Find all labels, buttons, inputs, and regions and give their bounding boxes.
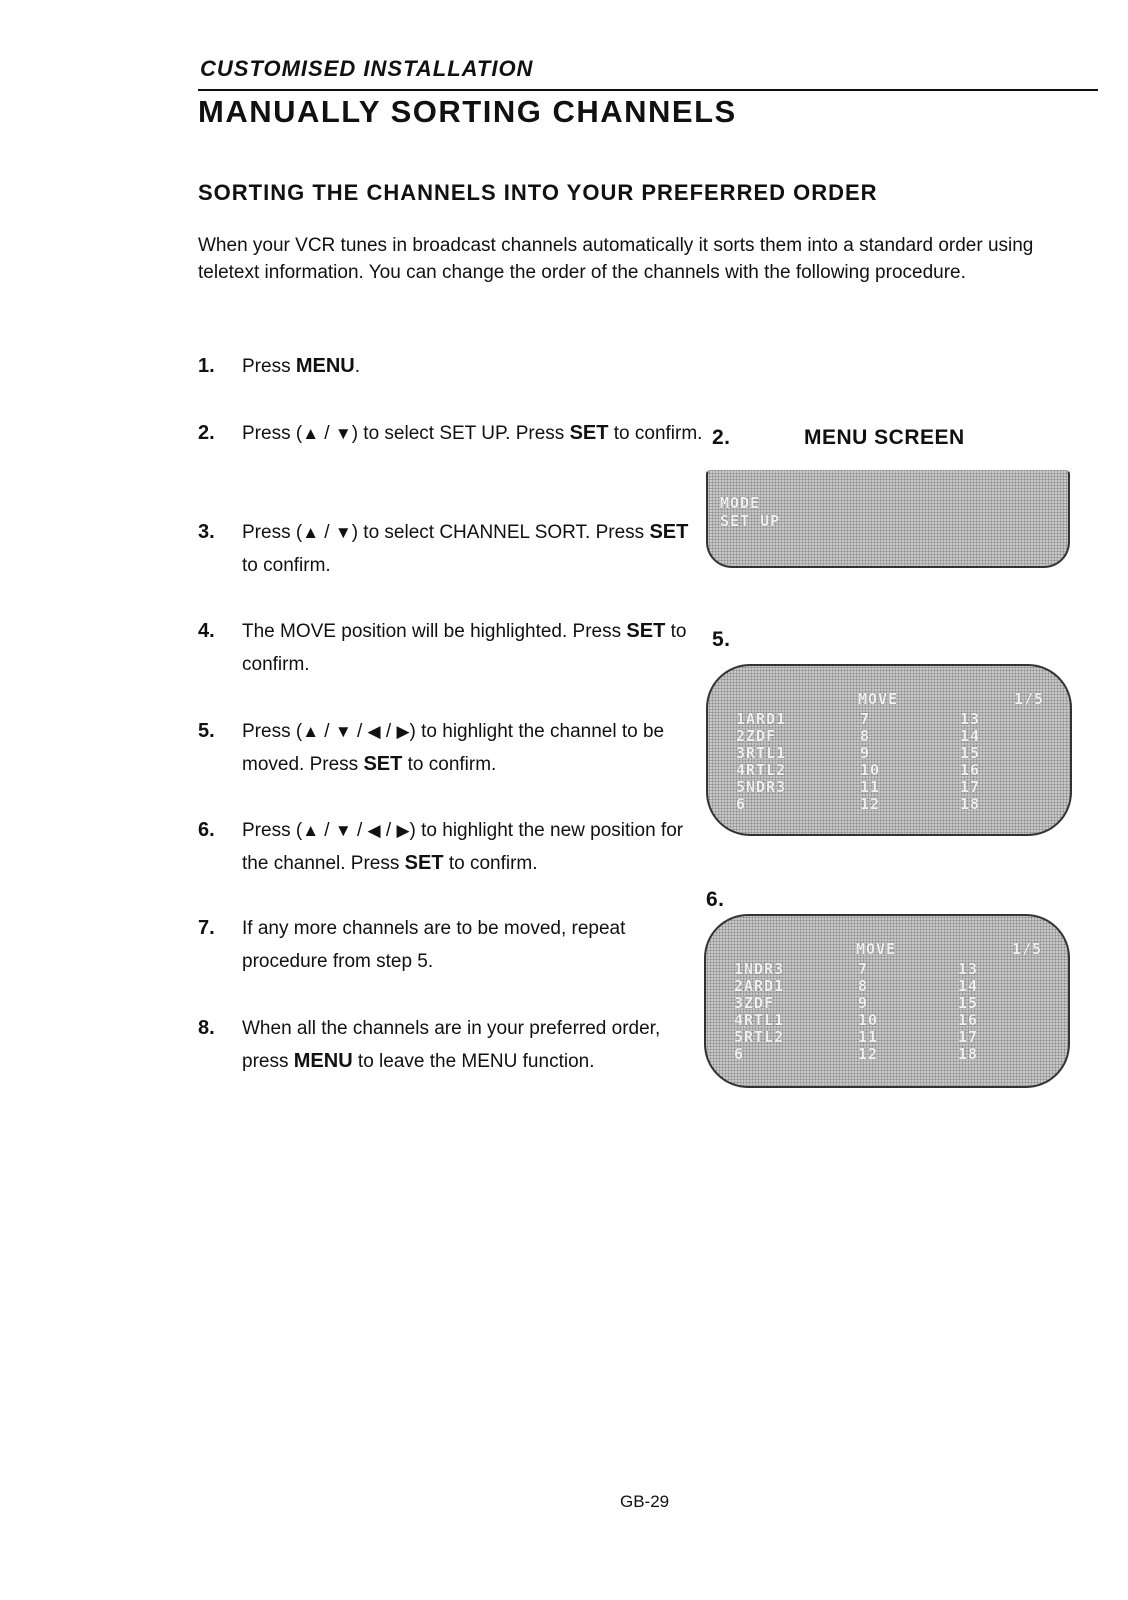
step-text-part: Press ( <box>242 423 303 444</box>
step-text-part: ) to select CHANNEL SORT. Press <box>351 522 650 543</box>
step-number: 6. <box>198 819 215 841</box>
key-name: SET <box>569 422 609 444</box>
step-number: 4. <box>198 620 215 642</box>
step-5 <box>198 715 708 781</box>
step-text-part: to confirm. <box>242 555 331 576</box>
header-rule <box>198 89 1098 91</box>
arrow-icon: ▲ <box>302 722 320 741</box>
channel-cell: 16 <box>958 1011 979 1029</box>
page-title: MANUALLY SORTING CHANNELS <box>198 94 737 129</box>
step-number: 1. <box>198 355 215 377</box>
step-text-part: . <box>354 356 361 377</box>
step-3 <box>198 516 708 582</box>
menu-screen <box>706 470 1070 568</box>
arrow-icon: ▼ <box>334 722 352 741</box>
step-text-part: / <box>319 522 335 543</box>
page-number: GB-29 <box>620 1492 670 1511</box>
channel-cell: 4RTL2 <box>736 761 787 779</box>
step-text <box>242 350 708 383</box>
step-1 <box>198 350 708 383</box>
channel-cell: 7 <box>860 710 871 728</box>
step-number: 3. <box>198 521 215 543</box>
channel-cell: 1NDR3 <box>734 960 785 978</box>
step-2 <box>198 417 708 450</box>
channel-cell: 5NDR3 <box>736 778 787 796</box>
channel-cell: 1ARD1 <box>736 710 787 728</box>
channel-cell: 16 <box>960 761 981 779</box>
step-text-part: When all the channels are in your preferred order, press <box>242 1018 661 1072</box>
channel-cell: 6 <box>734 1045 745 1063</box>
section-label: CUSTOMISED INSTALLATION <box>200 56 534 81</box>
channel-cell: 18 <box>958 1045 979 1063</box>
move-header: MOVE <box>858 690 899 708</box>
step-text <box>242 814 708 880</box>
step-6 <box>198 814 708 880</box>
step-text-part: Press ( <box>242 522 303 543</box>
figure-label-move2: 6. <box>706 888 725 911</box>
figure-label-menu-num: 2. <box>712 426 731 449</box>
key-name: SET <box>404 852 444 874</box>
channel-cell: 11 <box>860 778 881 796</box>
menu-line-setup: SET UP <box>720 512 781 530</box>
channel-cell: 4RTL1 <box>734 1011 785 1029</box>
key-name: SET <box>649 521 689 543</box>
channel-cell: 8 <box>858 977 869 995</box>
step-text-part: ) to highlight the channel to be moved. Press <box>242 721 665 775</box>
step-text <box>242 417 708 450</box>
step-text-part: / <box>380 820 397 841</box>
step-text <box>242 615 708 681</box>
channel-cell: 18 <box>960 795 981 813</box>
channel-cell: 13 <box>958 960 979 978</box>
arrow-icon: ▼ <box>334 523 352 542</box>
channel-cell: 8 <box>860 727 871 745</box>
channel-cell: 15 <box>960 744 981 762</box>
step-text-part: to confirm. <box>242 621 687 675</box>
sub-heading: SORTING THE CHANNELS INTO YOUR PREFERRED ORDER <box>198 180 878 205</box>
step-text-part: Press ( <box>242 820 303 841</box>
channel-cell: 12 <box>858 1045 879 1063</box>
step-text <box>242 1012 708 1078</box>
key-name: SET <box>363 753 403 775</box>
step-text-part: to leave the MENU function. <box>352 1051 595 1072</box>
step-text <box>242 912 708 978</box>
arrow-icon: ▲ <box>302 523 320 542</box>
channel-cell: 3ZDF <box>734 994 775 1012</box>
arrow-icon: ◀ <box>367 722 381 741</box>
arrow-icon: ▶ <box>396 821 410 840</box>
key-name: SET <box>626 620 666 642</box>
step-text-part: to confirm. <box>402 754 497 775</box>
step-text-part: / <box>351 820 368 841</box>
step-text-part: ) to highlight the new position for the channel. Press <box>242 820 684 874</box>
step-8 <box>198 1012 708 1078</box>
move-screen-2 <box>704 914 1070 1088</box>
step-text-part: Press <box>242 356 296 377</box>
channel-cell: 10 <box>860 761 881 779</box>
channel-cell: 9 <box>858 994 869 1012</box>
channel-cell: 7 <box>858 960 869 978</box>
step-number: 7. <box>198 917 215 939</box>
step-7 <box>198 912 708 978</box>
step-text-part: The MOVE position will be highlighted. Press <box>242 621 627 642</box>
key-name: MENU <box>295 355 355 377</box>
arrow-icon: ▲ <box>302 424 320 443</box>
step-text-part: to confirm. <box>608 423 703 444</box>
menu-line-mode: MODE <box>720 494 761 512</box>
step-text <box>242 715 708 781</box>
move-header: MOVE <box>856 940 897 958</box>
step-text-part: / <box>319 820 335 841</box>
arrow-icon: ▲ <box>302 821 320 840</box>
step-text-part: If any more channels are to be moved, repeat procedure from step 5. <box>242 918 626 972</box>
step-number: 8. <box>198 1017 215 1039</box>
key-name: MENU <box>293 1050 353 1072</box>
move-screen-1 <box>706 664 1072 836</box>
figure-label-move1: 5. <box>712 628 731 651</box>
channel-cell: 9 <box>860 744 871 762</box>
channel-cell: 6 <box>736 795 747 813</box>
step-text-part: Press ( <box>242 721 303 742</box>
step-text-part: to confirm. <box>443 853 538 874</box>
step-text-part: ) to select SET UP. Press <box>351 423 570 444</box>
step-text <box>242 516 708 582</box>
step-number: 5. <box>198 720 215 742</box>
arrow-icon: ◀ <box>367 821 381 840</box>
channel-cell: 14 <box>960 727 981 745</box>
channel-cell: 2ARD1 <box>734 977 785 995</box>
channel-cell: 17 <box>960 778 981 796</box>
step-text-part: / <box>380 721 397 742</box>
step-text-part: / <box>319 423 335 444</box>
arrow-icon: ▼ <box>334 424 352 443</box>
intro-paragraph: When your VCR tunes in broadcast channels automatically it sorts them into a standard order using teletext information. You can change the order of the channels with the following procedure. <box>198 235 1034 283</box>
channel-cell: 10 <box>858 1011 879 1029</box>
step-text-part: / <box>319 721 335 742</box>
step-4 <box>198 615 708 681</box>
channel-cell: 3RTL1 <box>736 744 787 762</box>
channel-cell: 5RTL2 <box>734 1028 785 1046</box>
step-text-part: / <box>351 721 368 742</box>
channel-cell: 2ZDF <box>736 727 777 745</box>
channel-cell: 12 <box>860 795 881 813</box>
channel-cell: 11 <box>858 1028 879 1046</box>
move-page-indicator: 1/5 <box>1014 690 1045 708</box>
channel-cell: 13 <box>960 710 981 728</box>
figure-label-menu-title: MENU SCREEN <box>804 426 965 449</box>
channel-cell: 14 <box>958 977 979 995</box>
arrow-icon: ▼ <box>334 821 352 840</box>
move-page-indicator: 1/5 <box>1012 940 1043 958</box>
channel-cell: 17 <box>958 1028 979 1046</box>
arrow-icon: ▶ <box>396 722 410 741</box>
channel-cell: 15 <box>958 994 979 1012</box>
step-number: 2. <box>198 422 215 444</box>
